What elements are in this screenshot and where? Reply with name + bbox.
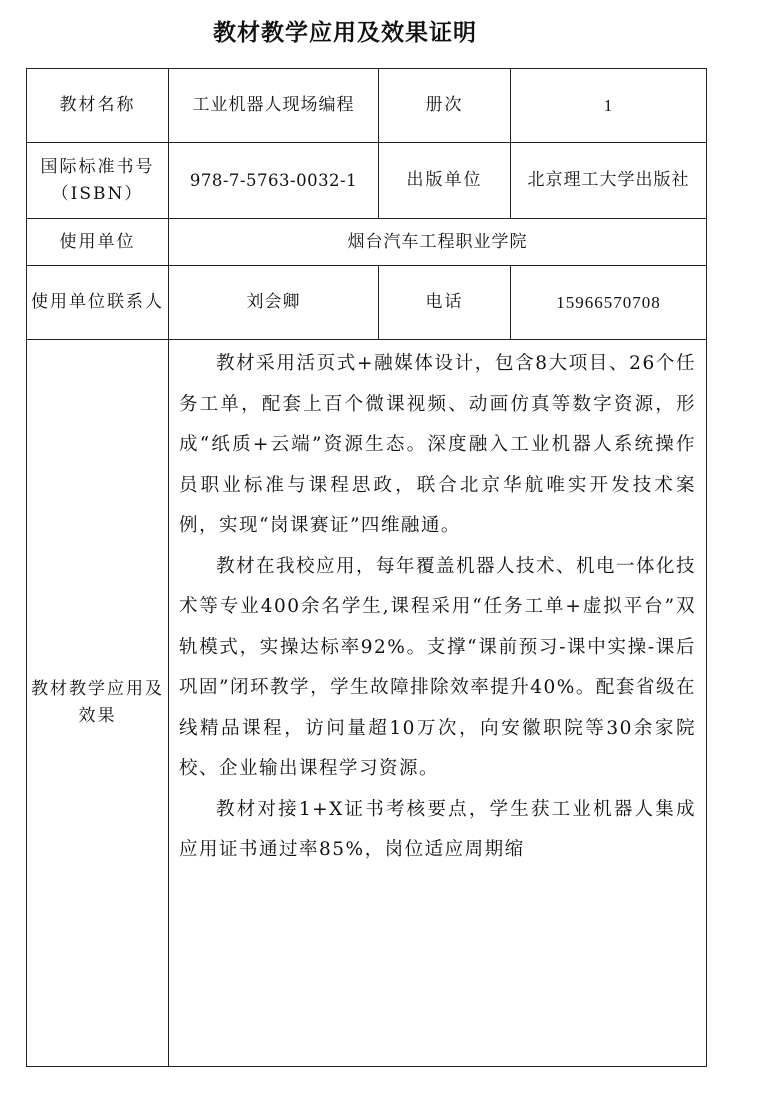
row-contact <box>27 266 707 340</box>
value-textbook-name: 工业机器人现场编程 <box>169 69 379 143</box>
paragraph-certificate: 教材对接1+X证书考核要点，学生获工业机器人集成应用证书通过率85%，岗位适应周期缩 <box>179 798 696 860</box>
row-isbn <box>27 143 707 219</box>
label-publisher: 出版单位 <box>379 143 511 219</box>
document-title: 教材教学应用及效果证明 <box>213 20 477 46</box>
row-user-unit <box>27 219 707 266</box>
label-user-unit: 使用单位 <box>27 219 169 266</box>
value-contact: 刘会卿 <box>169 266 379 340</box>
paragraph-design: 教材采用活页式+融媒体设计，包含8大项目、26个任务工单，配套上百个微课视频、动画仿真等数字资源，形成“纸质+云端”资源生态。深度融入工业机器人系统操作员职业标准与课程思政，联合北京华航唯实开发技术案例，实现“岗课赛证”四维融通。 <box>179 353 696 536</box>
value-volume: 1 <box>511 69 707 143</box>
label-volume: 册次 <box>379 69 511 143</box>
paragraph-usage: 教材在我校应用，每年覆盖机器人技术、机电一体化技术等专业400余名学生,课程采用“任务工单+虚拟平台”双轨模式，实操达标率92%。支撑“课前预习-课中实操-课后巩固”闭环教学，学生故障排除效率提升40%。配套省级在线精品课程，访问量超10万次，向安徽职院等30余家院校、企业输出课程学习资源。 <box>179 555 697 779</box>
label-isbn: 国际标准书号（ISBN） <box>27 143 169 219</box>
value-publisher: 北京理工大学出版社 <box>511 143 707 219</box>
label-phone: 电话 <box>379 266 511 340</box>
row-application <box>27 340 707 1067</box>
label-contact: 使用单位联系人 <box>27 266 169 340</box>
certificate-table <box>26 68 707 1067</box>
application-description <box>169 340 707 1067</box>
value-isbn: 978-7-5763-0032-1 <box>169 143 379 219</box>
value-user-unit: 烟台汽车工程职业学院 <box>169 219 707 266</box>
value-phone: 15966570708 <box>511 266 707 340</box>
label-application: 教材教学应用及效果 <box>27 340 169 1067</box>
label-textbook-name: 教材名称 <box>27 69 169 143</box>
row-textbook-name <box>27 69 707 143</box>
